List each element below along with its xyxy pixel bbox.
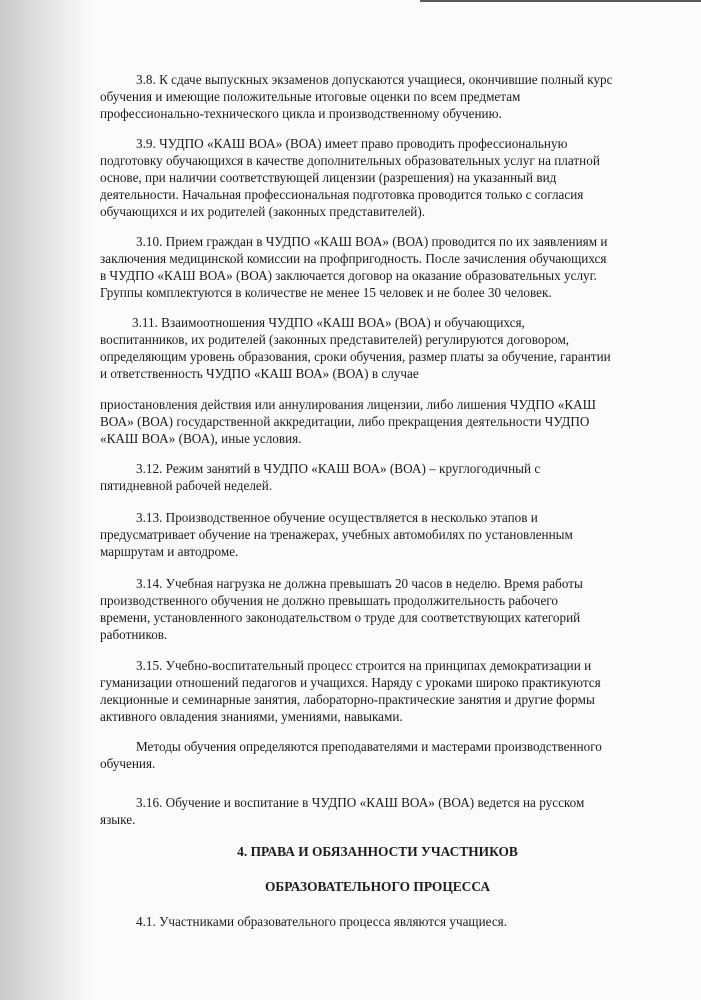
paragraph-3-15: [100, 657, 655, 725]
section-4-heading-line-1: 4. ПРАВА И ОБЯЗАННОСТИ УЧАСТНИКОВ: [237, 844, 518, 859]
paragraph-3-16: [100, 794, 655, 828]
text-line: «КАШ ВОА» (ВОА), иные условия.: [100, 431, 302, 446]
text-line: в ЧУДПО «КАШ ВОА» (ВОА) заключается договор на оказание образовательных услуг.: [100, 268, 597, 283]
paragraph-3-14: [100, 575, 655, 643]
text-line: 3.16. Обучение и воспитание в ЧУДПО «КАШ ВОА» (ВОА) ведется на русском: [136, 795, 585, 810]
text-line: 3.11. Взаимоотношения ЧУДПО «КАШ ВОА» (ВОА) и обучающихся,: [132, 315, 525, 330]
paragraph-3-8: [100, 71, 655, 122]
text-line: активного овладения знаниями, умениями, навыками.: [100, 709, 403, 724]
text-line: основе, при наличии соответствующей лицензии (разрешения) на указанный вид: [100, 170, 557, 185]
paragraph-3-11: [100, 314, 655, 382]
top-rule-line: [420, 0, 701, 2]
text-line: Группы комплектуются в количестве не менее 15 человек и не более 30 человек.: [100, 285, 552, 300]
paragraph-4-1: [100, 913, 655, 930]
section-4-heading-line-2: ОБРАЗОВАТЕЛЬНОГО ПРОЦЕССА: [264, 879, 491, 894]
paragraph-3-10: [100, 233, 655, 301]
paragraph-3-12: [100, 460, 655, 494]
text-line: лекционные и семинарные занятия, лабораторно-практические занятия и другие формы: [100, 692, 595, 707]
text-line: деятельности. Начальная профессиональная подготовка проводится только с согласия: [100, 187, 584, 202]
text-line: заключения медицинской комиссии на профпригодность. После зачисления обучающихся: [100, 251, 607, 266]
text-line: 3.8. К сдаче выпускных экзаменов допускаются учащиеся, окончившие полный курс: [136, 72, 613, 87]
text-line: предусматривает обучение на тренажерах, учебных автомобилях по установленным: [100, 527, 573, 542]
text-line: ВОА» (ВОА) государственной аккредитации, либо прекращения деятельности ЧУДПО: [100, 414, 590, 429]
paragraph-3-9: [100, 135, 655, 220]
text-line: 3.15. Учебно-воспитательный процесс строится на принципах демократизации и: [136, 658, 592, 673]
text-line: языке.: [100, 812, 136, 827]
text-line: обучения.: [100, 756, 156, 771]
text-line: подготовку обучающихся в качестве дополнительных образовательных услуг на платной: [100, 153, 600, 168]
paragraph-3-13: [100, 509, 655, 560]
text-line: производственного обучения не должно превышать продолжительность рабочего: [100, 593, 558, 608]
text-line: обучающихся и их родителей (законных представителей).: [100, 204, 426, 219]
text-line: 3.14. Учебная нагрузка не должна превышать 20 часов в неделю. Время работы: [136, 576, 583, 591]
paragraph-methods: [100, 738, 655, 772]
text-line: работников.: [100, 627, 168, 642]
text-line: времени, установленного законодательством о труде для соответствующих категорий: [100, 610, 581, 625]
text-line: определяющим уровень образования, сроки обучения, размер платы за обучение, гарантии: [100, 349, 611, 364]
paragraph-3-11-continued: [100, 396, 655, 447]
text-line: и ответственность ЧУДПО «КАШ ВОА» (ВОА) в случае: [100, 366, 419, 381]
text-line: гуманизации отношений педагогов и учащихся. Наряду с уроками широко практикуются: [100, 675, 601, 690]
text-line: 3.13. Производственное обучение осуществляется в несколько этапов и: [136, 510, 538, 525]
text-line: приостановления действия или аннулирования лицензии, либо лишения ЧУДПО «КАШ: [100, 397, 596, 412]
text-line: 3.10. Прием граждан в ЧУДПО «КАШ ВОА» (ВОА) проводится по их заявлениям и: [136, 234, 608, 249]
text-line: 3.12. Режим занятий в ЧУДПО «КАШ ВОА» (ВОА) – круглогодичный с: [136, 461, 541, 476]
text-line: маршрутам и автодроме.: [100, 544, 239, 559]
text-line: 3.9. ЧУДПО «КАШ ВОА» (ВОА) имеет право проводить профессиональную: [136, 136, 568, 151]
text-line: профессионально-технического цикла и производственному обучению.: [100, 106, 502, 121]
text-line: обучения и имеющие положительные итоговые оценки по всем предметам: [100, 89, 521, 104]
text-line: Методы обучения определяются преподавателями и мастерами производственного: [136, 739, 602, 754]
text-line: пятидневной рабочей неделей.: [100, 478, 273, 493]
scan-shadow: [0, 0, 92, 1000]
text-line: воспитанников, их родителей (законных представителей) регулируются договором,: [100, 332, 570, 347]
text-line: 4.1. Участниками образовательного процесса являются учащиеся.: [136, 914, 508, 929]
